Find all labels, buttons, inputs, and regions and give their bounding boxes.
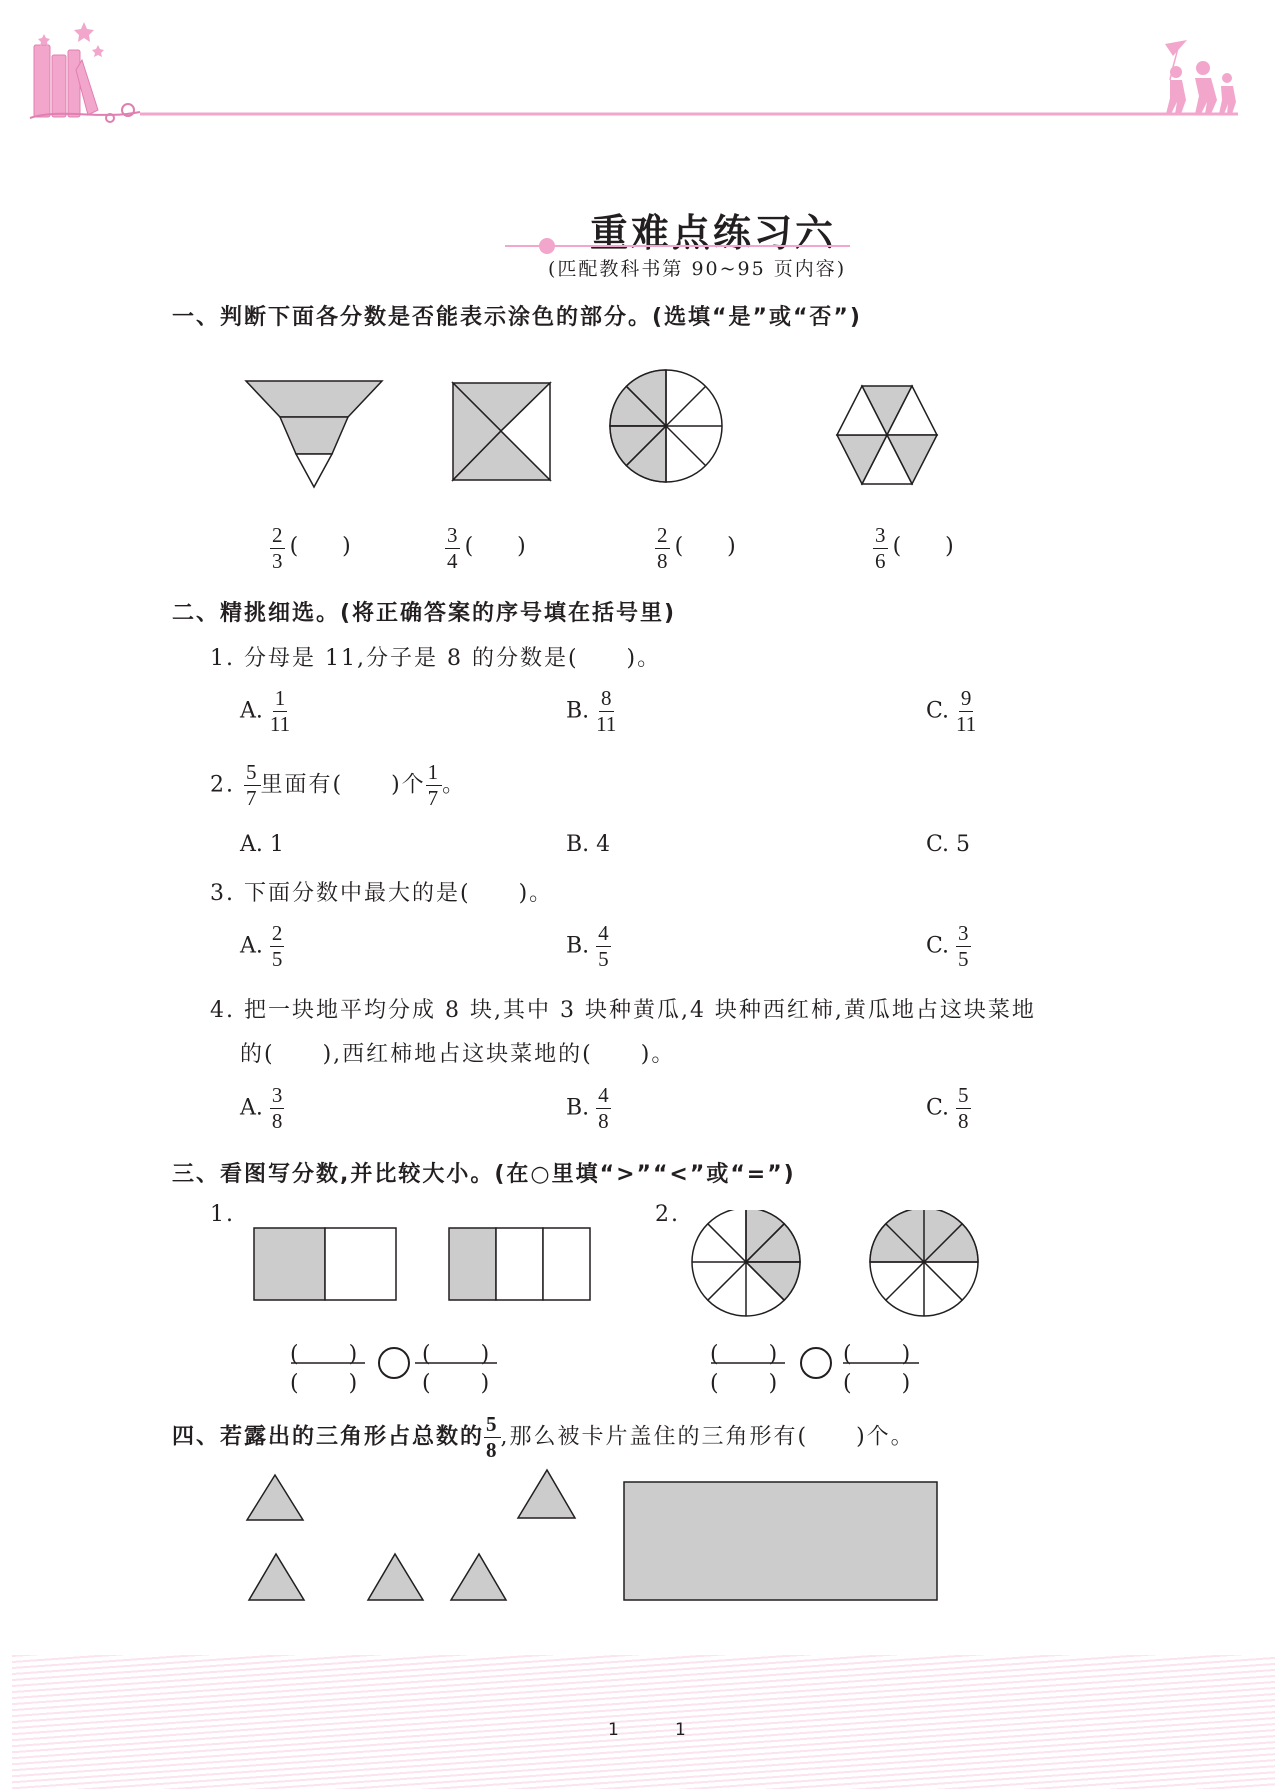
question-3: 3. 下面分数中最大的是( )。: [210, 881, 554, 906]
section2-heading: 二、精挑细选。(将正确答案的序号填在括号里): [172, 601, 677, 626]
s3-item2-label: 2.: [655, 1202, 680, 1227]
q2-option-a[interactable]: A. 1: [240, 832, 284, 857]
section4-question: 四、若露出的三角形占总数的 $\frac{5}{8}$ ,那么被卡片盖住的三角形有( )个。: [172, 1412, 915, 1462]
books-logo-icon: [30, 45, 140, 122]
rect-thirds: [449, 1228, 590, 1300]
question-1: 1. 分母是 11,分子是 8 的分数是( )。: [210, 646, 662, 671]
q4-option-c[interactable]: C. $\frac{5}{8}$: [926, 1083, 969, 1133]
q3-option-a[interactable]: A. $\frac{2}{5}$: [240, 921, 283, 971]
q2-option-c[interactable]: C. 5: [926, 832, 971, 857]
q2-option-b[interactable]: B. 4: [566, 832, 611, 857]
rect-halves: [254, 1228, 396, 1300]
triangle-shape: [451, 1554, 506, 1600]
shape-hexagon: [837, 386, 937, 484]
blank-paren: ( ): [843, 1342, 913, 1367]
answer-blank[interactable]: ( ): [289, 534, 351, 559]
question-4-line2: 的( ),西红柿地占这块菜地的( )。: [240, 1042, 676, 1067]
q3-option-b[interactable]: B. $\frac{4}{5}$: [566, 921, 609, 971]
section1-heading: 一、判断下面各分数是否能表示涂色的部分。(选填“是”或“否”): [172, 305, 862, 330]
q1-option-b[interactable]: B. $\frac{8}{11}$: [566, 686, 617, 736]
page-title: 重难点练习六: [590, 210, 837, 255]
blank-paren: ( ): [710, 1342, 780, 1367]
page-number-right: 1: [675, 1720, 686, 1740]
q1-option-c[interactable]: C. $\frac{9}{11}$: [926, 686, 977, 736]
question-2: 2. $\frac{5}{7}$ 里面有( )个 $\frac{1}{7}$ 。: [210, 760, 467, 810]
title-underline: [505, 236, 855, 256]
circle-a: [692, 1210, 800, 1316]
s1-answer-3: $\frac{2}{8}$ ( ): [657, 523, 736, 573]
section1-shapes: [240, 360, 1000, 500]
q1-option-a[interactable]: A. $\frac{1}{11}$: [240, 686, 291, 736]
section3-heading: 三、看图写分数,并比较大小。(在○里填“>”“<”或“=”): [172, 1162, 796, 1187]
question-4-line1: 4. 把一块地平均分成 8 块,其中 3 块种黄瓜,4 块种西红柿,黄瓜地占这块菜地: [210, 998, 1036, 1023]
answer-blank[interactable]: ( ): [464, 534, 526, 559]
answer-blank[interactable]: ( ): [892, 534, 954, 559]
children-kite-icon: [1165, 40, 1236, 114]
s1-answer-2: $\frac{3}{4}$ ( ): [447, 523, 526, 573]
triangle-shape: [518, 1470, 575, 1518]
shape-triangle: [246, 381, 382, 487]
section3-figures: [240, 1210, 1000, 1320]
q3-option-c[interactable]: C. $\frac{3}{5}$: [926, 921, 969, 971]
triangle-shape: [368, 1554, 423, 1600]
page-number-left: 1: [608, 1720, 619, 1740]
page-subtitle: (匹配教科书第 90~95 页内容): [548, 258, 847, 280]
blank-paren: ( ): [290, 1371, 360, 1396]
q4-option-a[interactable]: A. $\frac{3}{8}$: [240, 1083, 283, 1133]
triangle-shape: [247, 1475, 303, 1520]
q4-option-b[interactable]: B. $\frac{4}{8}$: [566, 1083, 609, 1133]
cover-card: [624, 1482, 937, 1600]
blank-paren: ( ): [710, 1371, 780, 1396]
s1-answer-4: $\frac{3}{6}$ ( ): [875, 523, 954, 573]
blank-paren: ( ): [422, 1371, 492, 1396]
section4-figure: [240, 1460, 960, 1610]
header-decoration: [0, 0, 1287, 140]
blank-paren: ( ): [422, 1342, 492, 1367]
blank-paren: ( ): [843, 1371, 913, 1396]
circle-b: [870, 1210, 978, 1316]
footer-band: [12, 1655, 1275, 1789]
triangle-shape: [249, 1554, 304, 1600]
shape-circle: [610, 370, 722, 482]
blank-paren: ( ): [290, 1342, 360, 1367]
s3-item1-label: 1.: [210, 1202, 235, 1227]
s1-answer-1: $\frac{2}{3}$ ( ): [272, 523, 351, 573]
answer-blank[interactable]: ( ): [674, 534, 736, 559]
shape-square: [453, 383, 550, 480]
